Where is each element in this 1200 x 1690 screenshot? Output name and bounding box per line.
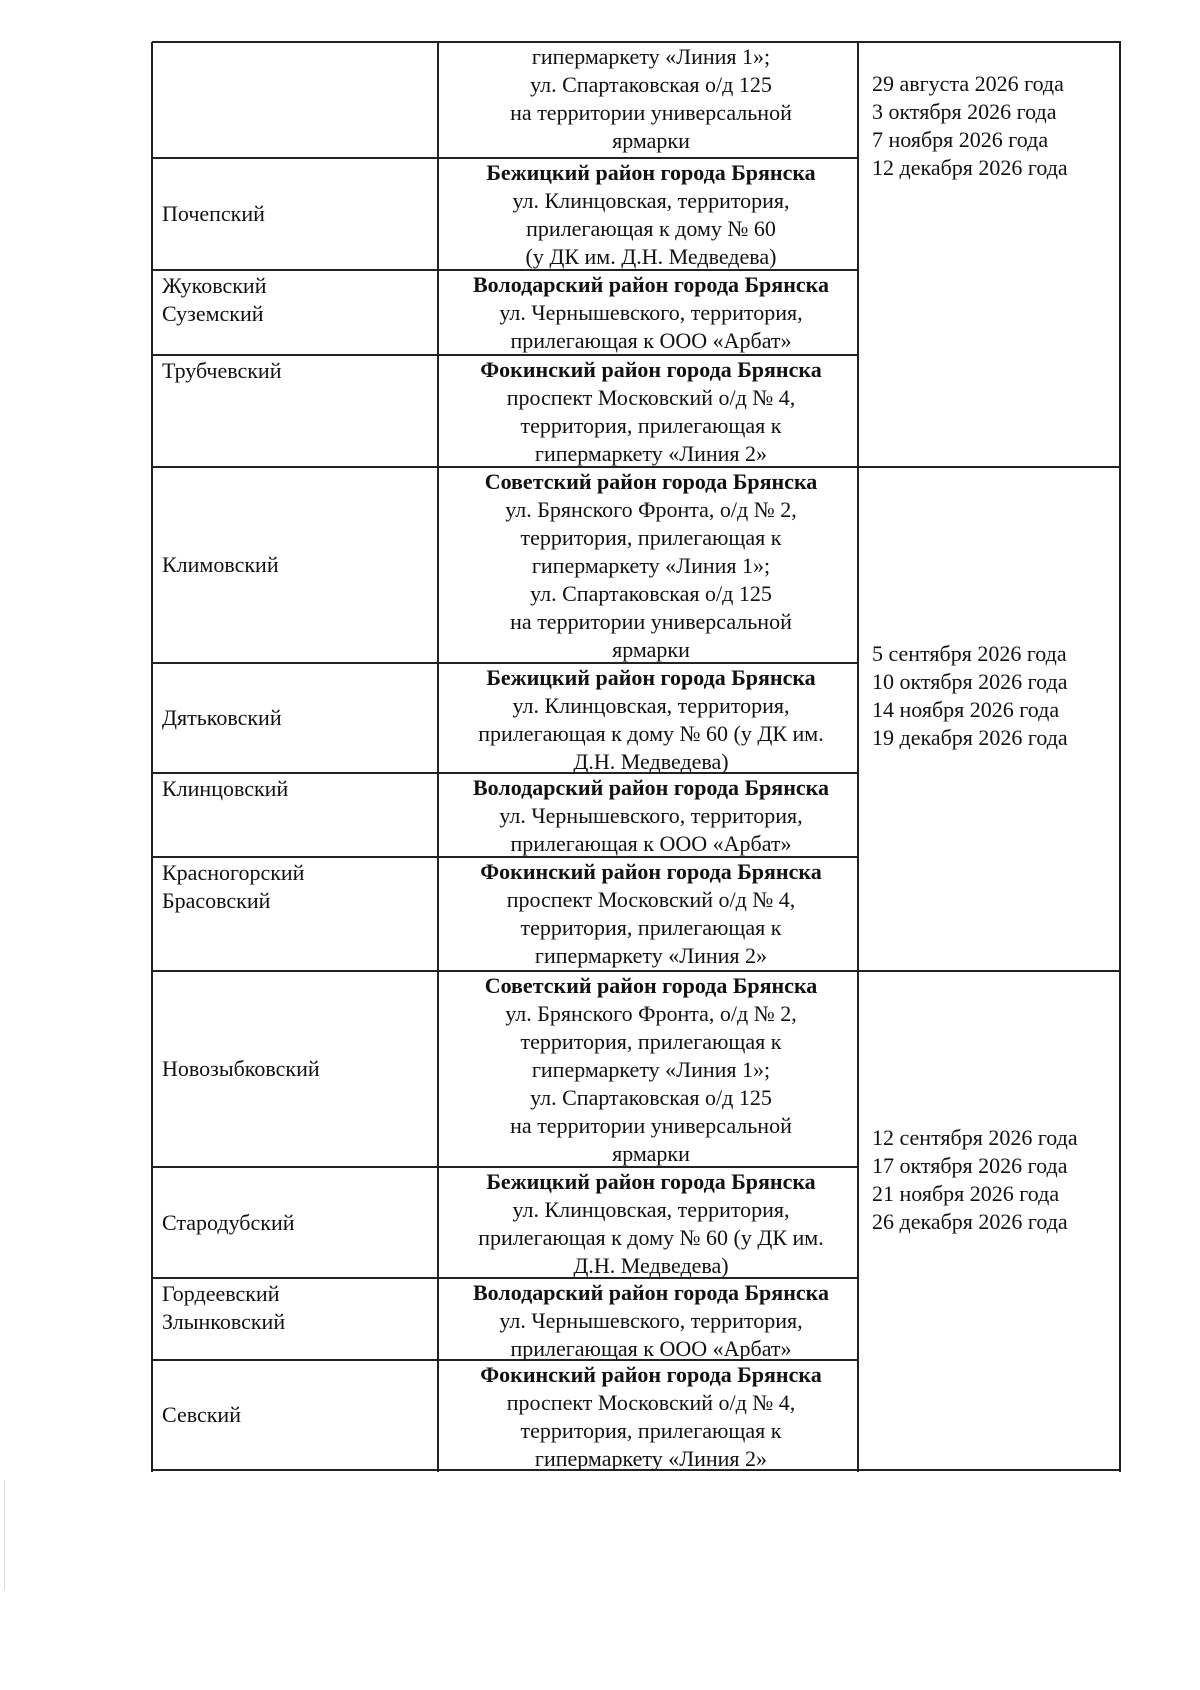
location-district-heading: Бежицкий район города Брянска — [486, 1169, 816, 1194]
location-address-line: прилегающая к ООО «Арбат» — [510, 328, 792, 353]
fair-date: 7 ноября 2026 года — [872, 127, 1049, 152]
location-address-line: ул. Спартаковская о/д 125 — [530, 1085, 772, 1110]
location-district-heading: Бежицкий район города Брянска — [486, 160, 816, 185]
location-district-heading: Фокинский район города Брянска — [480, 859, 822, 884]
location-address-line: ул. Чернышевского, территория, — [499, 803, 803, 828]
location-address-line: ярмарки — [612, 637, 690, 662]
location-district-heading: Володарский район города Брянска — [473, 1280, 829, 1305]
location-cell — [442, 356, 860, 468]
location-address-line: ярмарки — [612, 1141, 690, 1166]
location-address-line: территория, прилегающая к — [520, 1029, 782, 1054]
location-address-line: проспект Московский о/д № 4, — [506, 1390, 796, 1415]
location-address-line: Д.Н. Медведева) — [573, 749, 729, 774]
district-cell — [162, 200, 265, 228]
district-name: Жуковский — [162, 273, 267, 298]
district-name: Злынковский — [162, 1309, 286, 1334]
location-address-line: гипермаркету «Линия 2» — [534, 1446, 768, 1471]
location-address-line: ул. Чернышевского, территория, — [499, 300, 803, 325]
location-address-line: ул. Брянского Фронта, о/д № 2, — [505, 1001, 797, 1026]
location-address-line: прилегающая к ООО «Арбат» — [510, 1336, 792, 1361]
district-name: Суземский — [162, 301, 264, 326]
district-cell — [162, 1401, 241, 1429]
district-name: Дятьковский — [162, 705, 282, 730]
location-address-line: территория, прилегающая к — [520, 1418, 782, 1443]
location-address-line: проспект Московский о/д № 4, — [506, 887, 796, 912]
district-name: Стародубский — [162, 1210, 295, 1235]
location-cell — [442, 468, 860, 664]
location-address-line: гипермаркету «Линия 2» — [534, 441, 768, 466]
district-cell — [162, 272, 266, 328]
dates-cell — [872, 640, 1068, 752]
location-address-line: территория, прилегающая к — [520, 915, 782, 940]
location-address-line: гипермаркету «Линия 2» — [534, 943, 768, 968]
location-address-line: проспект Московский о/д № 4, — [506, 385, 796, 410]
district-cell — [162, 1055, 320, 1083]
location-address-line: прилегающая к дому № 60 — [526, 216, 776, 241]
location-address-line: гипермаркету «Линия 1»; — [531, 44, 771, 69]
location-address-line: территория, прилегающая к — [520, 413, 782, 438]
district-cell — [162, 704, 282, 732]
location-address-line: ул. Спартаковская о/д 125 — [530, 72, 772, 97]
location-address-line: ул. Клинцовская, территория, — [512, 188, 790, 213]
fair-date: 17 октября 2026 года — [872, 1153, 1068, 1178]
location-cell — [442, 159, 860, 271]
district-cell — [162, 1280, 285, 1336]
location-address-line: на территории универсальной — [510, 1113, 792, 1138]
fair-date: 12 сентября 2026 года — [872, 1125, 1078, 1150]
district-name: Брасовский — [162, 888, 271, 913]
fair-date: 3 октября 2026 года — [872, 99, 1057, 124]
fair-date: 5 сентября 2026 года — [872, 641, 1067, 666]
location-district-heading: Володарский район города Брянска — [473, 272, 829, 297]
location-address-line: на территории универсальной — [510, 609, 792, 634]
location-address-line: прилегающая к ООО «Арбат» — [510, 831, 792, 856]
location-district-heading: Фокинский район города Брянска — [480, 357, 822, 382]
location-district-heading: Советский район города Брянска — [484, 973, 818, 998]
location-district-heading: Володарский район города Брянска — [473, 775, 829, 800]
location-address-line: территория, прилегающая к — [520, 525, 782, 550]
district-name: Климовский — [162, 552, 279, 577]
location-cell — [442, 1168, 860, 1280]
location-address-line: гипермаркету «Линия 1»; — [531, 553, 771, 578]
location-district-heading: Фокинский район города Брянска — [480, 1362, 822, 1387]
district-cell — [162, 551, 279, 579]
fair-date: 29 августа 2026 года — [872, 71, 1064, 96]
location-address-line: гипермаркету «Линия 1»; — [531, 1057, 771, 1082]
location-address-line: ул. Чернышевского, территория, — [499, 1308, 803, 1333]
location-cell — [442, 774, 860, 858]
dates-cell — [872, 1124, 1078, 1236]
district-name: Новозыбковский — [162, 1056, 320, 1081]
location-address-line: ул. Клинцовская, территория, — [512, 1197, 790, 1222]
district-name: Клинцовский — [162, 776, 289, 801]
location-address-line: ярмарки — [612, 128, 690, 153]
location-address-line: (у ДК им. Д.Н. Медведева) — [525, 244, 777, 269]
location-address-line: прилегающая к дому № 60 (у ДК им. — [478, 721, 824, 746]
location-address-line: на территории универсальной — [510, 100, 792, 125]
scan-margin-mark — [4, 1480, 5, 1590]
district-cell — [162, 1209, 295, 1237]
district-name: Трубчевский — [162, 358, 282, 383]
district-name: Красногорский — [162, 860, 305, 885]
location-address-line: ул. Клинцовская, территория, — [512, 693, 790, 718]
location-address-line: прилегающая к дому № 60 (у ДК им. — [478, 1225, 824, 1250]
location-cell — [442, 1279, 860, 1363]
location-address-line: Д.Н. Медведева) — [573, 1253, 729, 1278]
location-cell — [442, 43, 860, 155]
location-district-heading: Советский район города Брянска — [484, 469, 818, 494]
district-cell — [162, 775, 288, 803]
fair-date: 14 ноября 2026 года — [872, 697, 1060, 722]
location-cell — [442, 664, 860, 776]
fair-date: 12 декабря 2026 года — [872, 155, 1068, 180]
location-cell — [442, 271, 860, 355]
location-cell — [442, 858, 860, 970]
location-cell — [442, 972, 860, 1168]
location-cell — [442, 1361, 860, 1473]
fair-date: 21 ноября 2026 года — [872, 1181, 1060, 1206]
table-divider-district — [437, 42, 439, 1472]
district-name: Гордеевский — [162, 1281, 280, 1306]
fair-date: 10 октября 2026 года — [872, 669, 1068, 694]
dates-cell — [872, 70, 1068, 182]
table-border-right — [1119, 42, 1121, 1472]
district-cell — [162, 859, 304, 915]
district-cell — [162, 357, 281, 385]
table-border-left — [151, 42, 153, 1472]
fair-date: 19 декабря 2026 года — [872, 725, 1068, 750]
location-address-line: ул. Спартаковская о/д 125 — [530, 581, 772, 606]
fair-date: 26 декабря 2026 года — [872, 1209, 1068, 1234]
district-name: Почепский — [162, 201, 265, 226]
location-address-line: ул. Брянского Фронта, о/д № 2, — [505, 497, 797, 522]
district-name: Севский — [162, 1402, 241, 1427]
location-district-heading: Бежицкий район города Брянска — [486, 665, 816, 690]
